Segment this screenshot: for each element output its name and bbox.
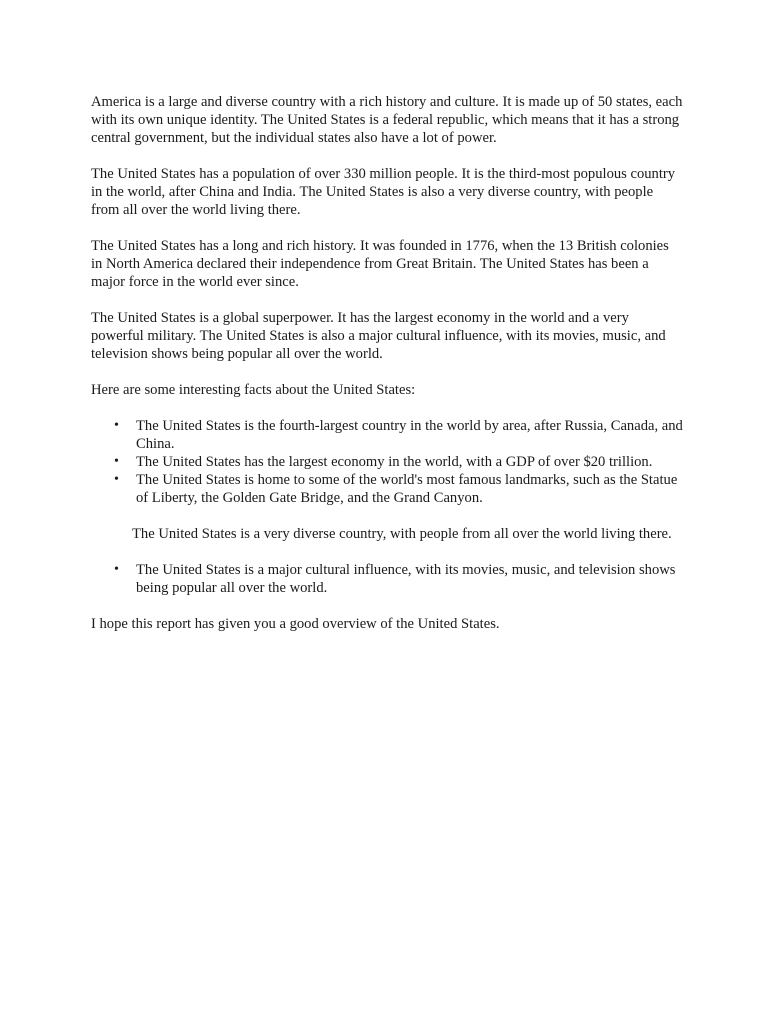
list-item-text: The United States has the largest economy in the world, with a GDP of over $20 trillion. (136, 454, 653, 470)
paragraph-superpower: The United States is a global superpower. It has the largest economy in the world and a very powerful military. The United States is also a major cultural influence, with its movies, music, and television shows being popular all over the world. (91, 310, 666, 362)
paragraph-diversity: The United States is a very diverse country, with people from all over the world living there. (132, 526, 672, 542)
paragraph-history: The United States has a long and rich history. It was founded in 1776, when the 13 British colonies in North America declared their independence from Great Britain. The United States has been a major force in the world ever since. (91, 238, 669, 290)
list-item-text: The United States is a major cultural influence, with its movies, music, and television shows being popular all over the world. (136, 562, 676, 596)
paragraph-intro: America is a large and diverse country with a rich history and culture. It is made up of 50 states, each with its own unique identity. The United States is a federal republic, which means that it has a strong central government, but the individual states also have a lot of power. (91, 94, 683, 146)
paragraph-closing: I hope this report has given you a good overview of the United States. (91, 616, 500, 632)
facts-list (91, 417, 683, 507)
document-page (91, 93, 683, 651)
bullet-icon: • (114, 472, 119, 487)
list-item-text: The United States is home to some of the world's most famous landmarks, such as the Statue of Liberty, the Golden Gate Bridge, and the Grand Canyon. (136, 472, 678, 506)
paragraph-facts-intro: Here are some interesting facts about the United States: (91, 382, 416, 398)
list-item (114, 453, 683, 471)
list-item (114, 561, 683, 597)
list-item (114, 471, 683, 507)
culture-list (91, 561, 683, 597)
bullet-icon: • (114, 418, 119, 433)
list-item-text: The United States is the fourth-largest country in the world by area, after Russia, Canada, and China. (136, 418, 683, 452)
bullet-icon: • (114, 454, 119, 469)
bullet-icon: • (114, 562, 119, 577)
list-item (114, 417, 683, 453)
paragraph-population: The United States has a population of over 330 million people. It is the third-most populous country in the world, after China and India. The United States is also a very diverse country, with people from all over the world living there. (91, 166, 676, 218)
